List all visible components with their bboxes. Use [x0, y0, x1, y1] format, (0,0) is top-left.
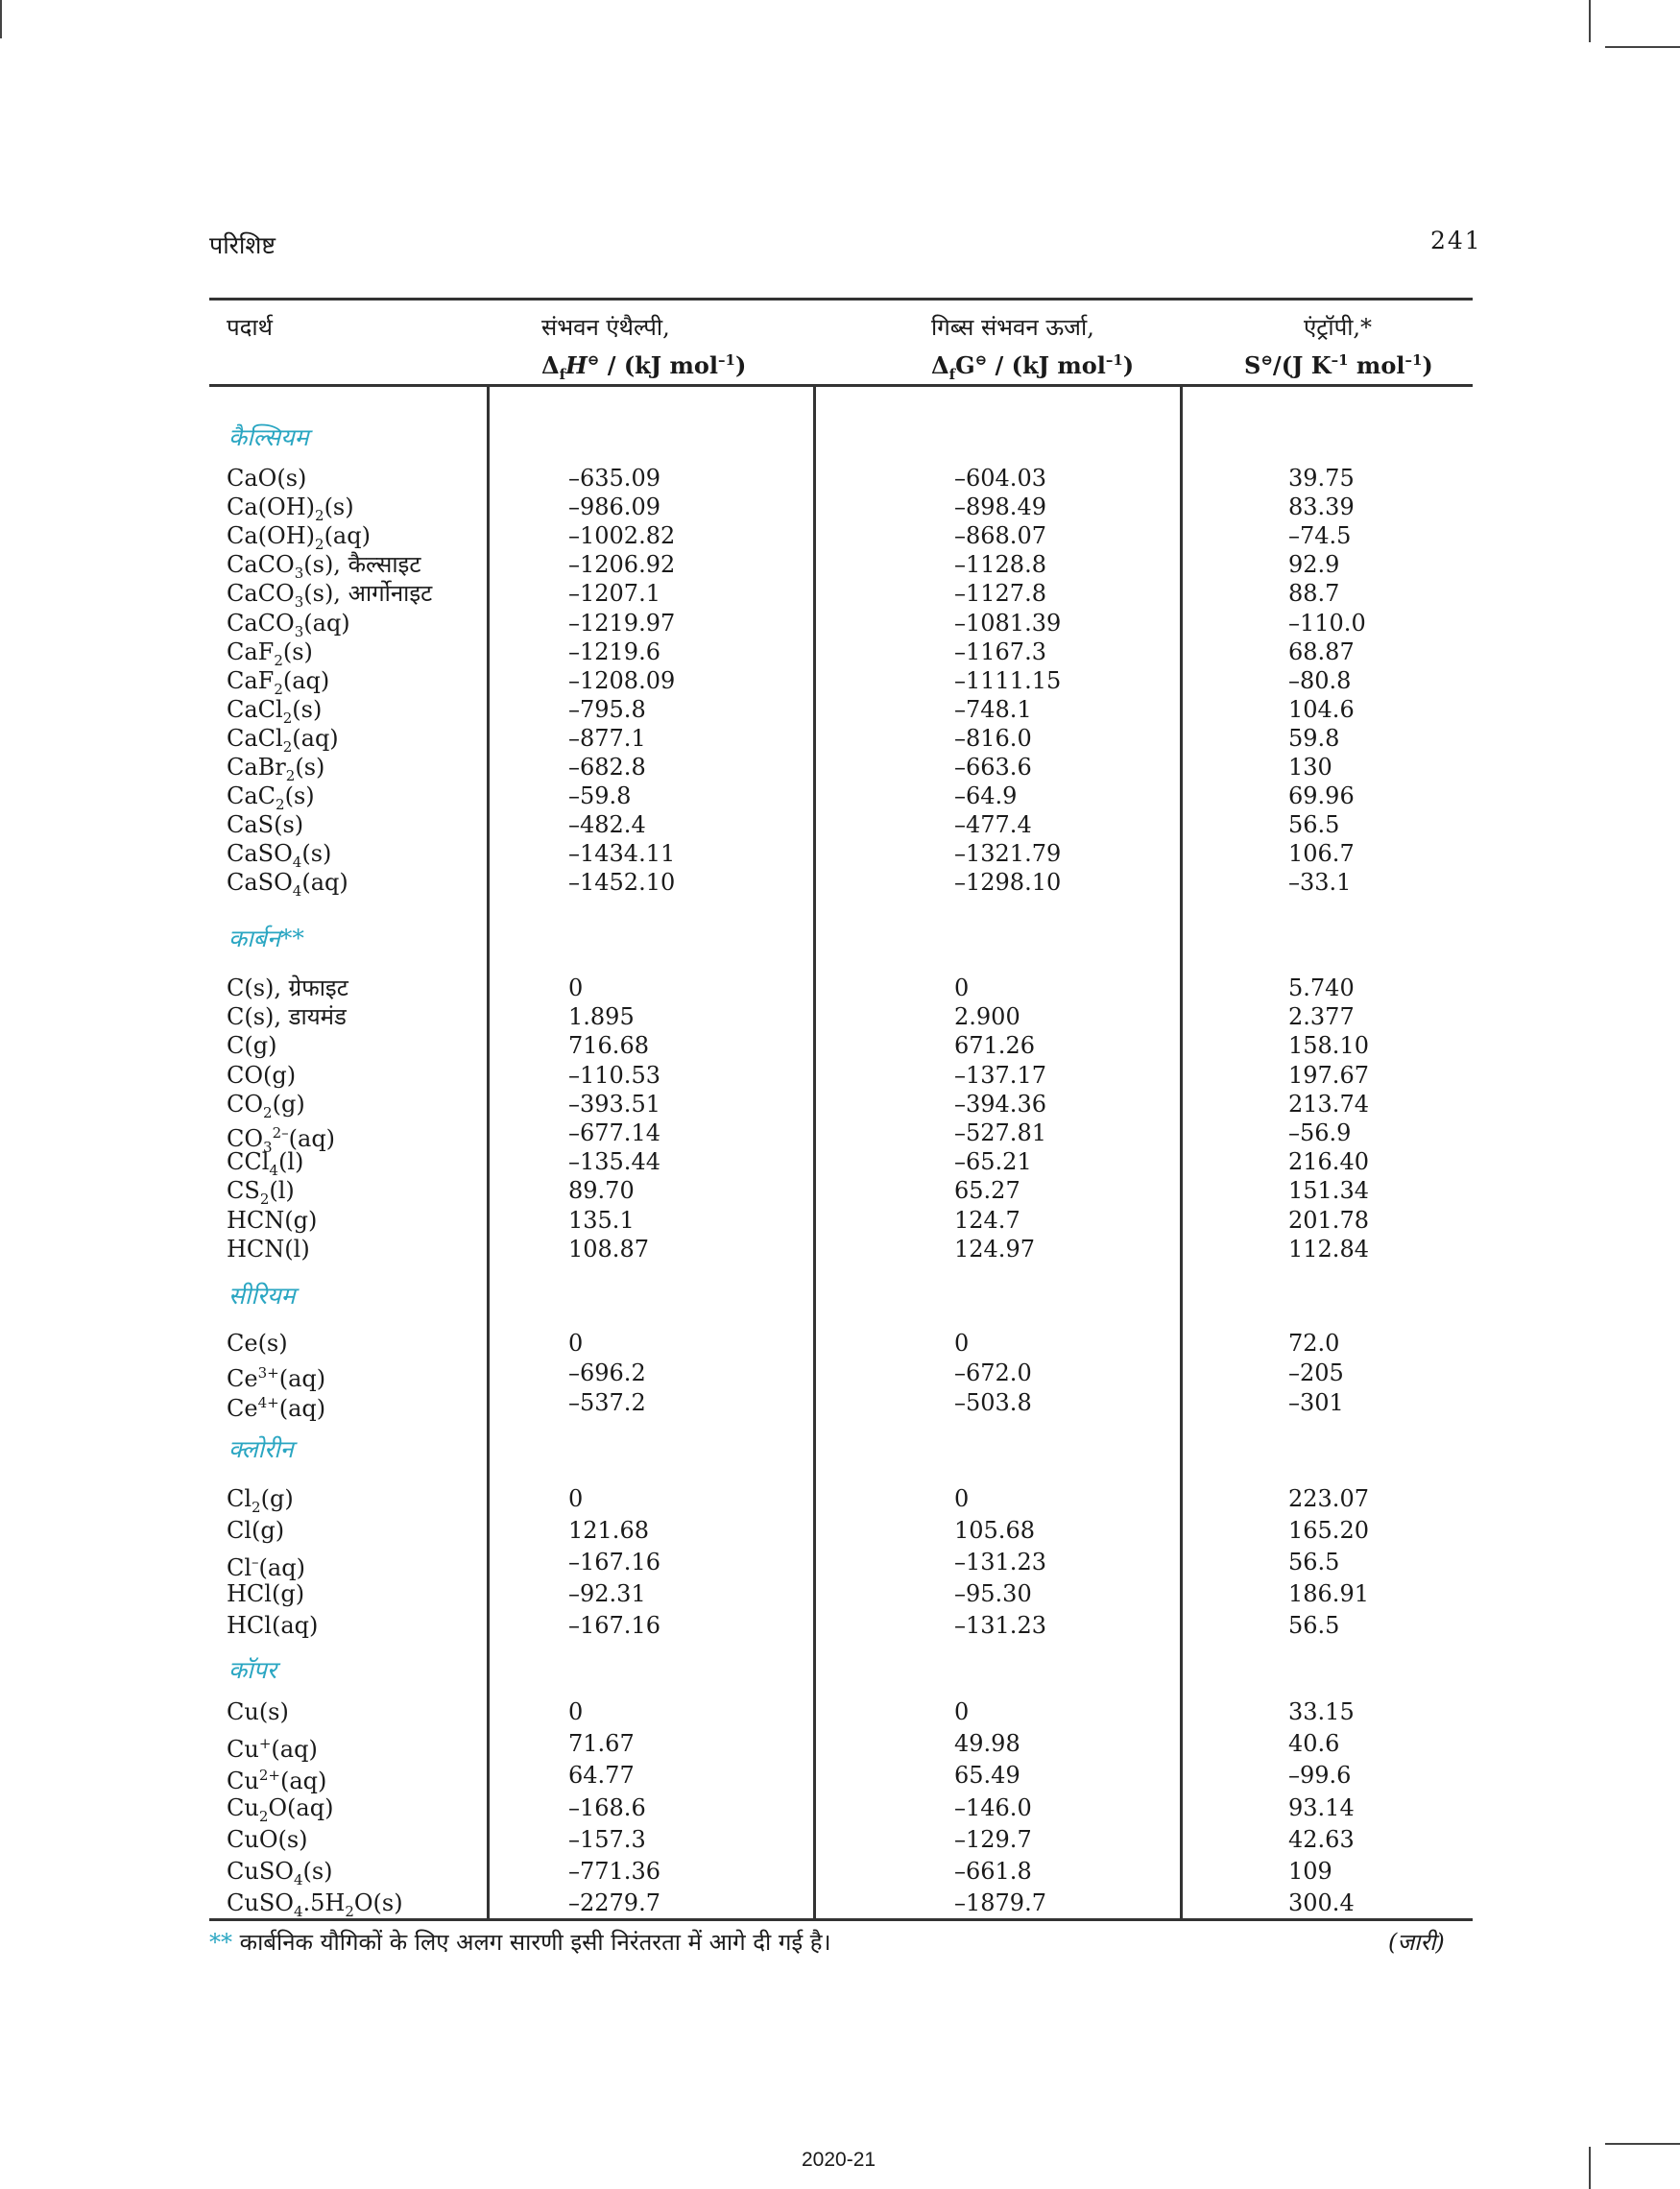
entropy-cell: 112.84 [1288, 1235, 1369, 1263]
table-row [0, 521, 1680, 553]
entropy-cell: 104.6 [1288, 695, 1355, 723]
table-row [0, 1793, 1680, 1825]
gibbs-cell: 0 [954, 1698, 970, 1725]
gibbs-cell: –477.4 [954, 811, 1032, 839]
enthalpy-cell: –110.53 [568, 1061, 660, 1089]
enthalpy-cell: 89.70 [568, 1177, 635, 1205]
entropy-cell: 165.20 [1288, 1517, 1369, 1544]
table-row [0, 868, 1680, 901]
entropy-cell: 92.9 [1288, 551, 1340, 579]
enthalpy-cell: –537.2 [568, 1389, 646, 1416]
entropy-cell: –56.9 [1288, 1119, 1352, 1146]
table-row [0, 1697, 1680, 1726]
substance-cell: $CuSO_4.5H_2O(s)$ [227, 1889, 403, 1920]
enthalpy-cell: –1452.10 [568, 869, 676, 897]
gibbs-cell: –503.8 [954, 1389, 1032, 1416]
substance-cell: $Ca(OH)_2(aq)$ [227, 522, 371, 553]
table-row [0, 609, 1680, 640]
crop-mark [1605, 2143, 1680, 2145]
category-heading: कॉपर [228, 1656, 277, 1684]
gibbs-cell: 671.26 [954, 1032, 1035, 1060]
enthalpy-cell: –1207.1 [568, 580, 660, 608]
substance-cell: CaSO$_4$(s) [227, 840, 332, 872]
gibbs-cell: 124.97 [954, 1235, 1035, 1263]
gibbs-cell: 0 [954, 974, 970, 1001]
table-top-rule [209, 298, 1473, 301]
gibbs-cell: 105.68 [954, 1517, 1035, 1544]
enthalpy-cell: –167.16 [568, 1612, 660, 1639]
substance-cell: CaCl$_2$(aq) [227, 724, 339, 756]
table-header-rule [209, 384, 1473, 387]
substance-cell: Ce(s) [227, 1330, 288, 1357]
entropy-cell: 151.34 [1288, 1177, 1369, 1205]
enthalpy-cell: 0 [568, 1330, 584, 1357]
substance-cell: CuO(s) [227, 1825, 308, 1853]
crop-mark [1589, 0, 1591, 42]
substance-cell: HCl(g) [227, 1580, 305, 1607]
substance-cell: Cu(s) [227, 1698, 289, 1725]
running-header: परिशिष्ट [209, 231, 276, 259]
enthalpy-cell: –482.4 [568, 811, 646, 839]
gibbs-cell: –661.8 [954, 1858, 1032, 1885]
crop-mark [0, 0, 2, 38]
table-row [0, 1031, 1680, 1060]
gibbs-cell: –604.03 [954, 465, 1046, 492]
gibbs-cell: –64.9 [954, 782, 1018, 810]
continued-label: (जारी) [1388, 1929, 1445, 1956]
enthalpy-cell: –677.14 [568, 1119, 660, 1146]
table-row [0, 753, 1680, 782]
gibbs-cell: 65.27 [954, 1177, 1020, 1205]
substance-cell: CaS(s) [227, 811, 304, 839]
table-row [0, 810, 1680, 839]
enthalpy-cell: –1219.97 [568, 609, 676, 637]
enthalpy-cell: 135.1 [568, 1206, 635, 1234]
enthalpy-cell: 0 [568, 974, 584, 1001]
gibbs-cell: –527.81 [954, 1119, 1046, 1146]
entropy-cell: 93.14 [1288, 1793, 1355, 1821]
header-gibbs [931, 311, 1134, 391]
table-row [0, 1761, 1680, 1795]
enthalpy-cell: –696.2 [568, 1359, 646, 1386]
table-row [0, 1061, 1680, 1090]
enthalpy-cell: 108.87 [568, 1235, 649, 1263]
gibbs-cell: –748.1 [954, 695, 1032, 723]
gibbs-cell: 65.49 [954, 1762, 1020, 1790]
substance-cell: $Cl_2(g)$ [227, 1485, 294, 1516]
table-row [0, 1548, 1680, 1581]
enthalpy-cell: 71.67 [568, 1730, 635, 1758]
substance-cell: Cl(g) [227, 1517, 285, 1544]
table-row [0, 1825, 1680, 1854]
substance-cell: $Cu_2O(aq)$ [227, 1793, 334, 1825]
substance-cell: $Cu^{2+}(aq)$ [227, 1767, 327, 1795]
enthalpy-cell: –1206.92 [568, 551, 676, 579]
gibbs-cell: –898.49 [954, 493, 1046, 521]
table-row [0, 1206, 1680, 1235]
substance-cell: $CS_2(l)$ [227, 1177, 295, 1209]
entropy-cell: 56.5 [1288, 1549, 1340, 1576]
enthalpy-cell: –1208.09 [568, 666, 676, 694]
gibbs-cell: 2.900 [954, 1003, 1020, 1031]
entropy-cell: –99.6 [1288, 1762, 1352, 1790]
header-entropy-unit: S⊖/(J $K^{-1}$ mol$^{-1}$) [1244, 351, 1433, 379]
substance-cell: Cu+(aq) [227, 1735, 318, 1764]
footer-year: 2020-21 [802, 2149, 876, 2171]
entropy-cell: –80.8 [1288, 666, 1352, 694]
substance-cell: Cl–(aq) [227, 1553, 305, 1581]
entropy-cell: 33.15 [1288, 1698, 1355, 1725]
enthalpy-cell: –92.31 [568, 1580, 646, 1607]
enthalpy-cell: 121.68 [568, 1517, 649, 1544]
entropy-cell: 197.67 [1288, 1061, 1369, 1089]
entropy-cell: 130 [1288, 754, 1332, 781]
entropy-cell: 42.63 [1288, 1825, 1355, 1853]
gibbs-cell: –1111.15 [954, 666, 1062, 694]
substance-cell: CO(g) [227, 1061, 297, 1089]
substance-cell: CaO(s) [227, 465, 307, 492]
header-enthalpy-label: संभवन एंथैल्पी, [541, 314, 670, 341]
enthalpy-cell: –168.6 [568, 1793, 646, 1821]
entropy-cell: 69.96 [1288, 782, 1355, 810]
gibbs-cell: –1321.79 [954, 840, 1062, 868]
substance-cell: CaCO$_3$(s), आर्गोनाइट [227, 580, 433, 612]
category-heading: कार्बन** [228, 925, 304, 952]
header-substance-label: पदार्थ [227, 314, 273, 341]
entropy-cell: 216.40 [1288, 1148, 1369, 1176]
gibbs-cell: –1167.3 [954, 637, 1046, 665]
category-heading: सीरियम [228, 1282, 296, 1310]
entropy-cell: 201.78 [1288, 1206, 1369, 1234]
gibbs-cell: –663.6 [954, 754, 1032, 781]
header-gibbs-label: गिब्स संभवन ऊर्जा, [931, 314, 1094, 341]
entropy-cell: –74.5 [1288, 522, 1352, 550]
substance-cell: CuSO$_4$(s) [227, 1858, 333, 1888]
gibbs-cell: –868.07 [954, 522, 1046, 550]
table-row [0, 637, 1680, 669]
table-row [0, 1119, 1680, 1156]
table-row [0, 724, 1680, 756]
table-row [0, 550, 1680, 583]
table-row [0, 1176, 1680, 1209]
substance-cell: CaCO$_3$(s), कैल्साइट [227, 551, 421, 583]
table-row [0, 695, 1680, 727]
entropy-cell: 106.7 [1288, 840, 1355, 868]
footnote-marker: ** [209, 1929, 232, 1956]
entropy-cell: 109 [1288, 1858, 1332, 1885]
substance-cell: C(s), ग्रेफाइट [227, 974, 348, 1001]
enthalpy-cell: –135.44 [568, 1148, 660, 1176]
substance-cell: CaCO$_3$(aq) [227, 609, 350, 640]
substance-cell: CaBr$_2$(s) [227, 754, 325, 784]
substance-cell: $Ca(OH)_2(s)$ [227, 493, 354, 524]
enthalpy-cell: –1002.82 [568, 522, 676, 550]
table-row [0, 782, 1680, 813]
gibbs-cell: 124.7 [954, 1206, 1020, 1234]
entropy-cell: 5.740 [1288, 974, 1355, 1001]
gibbs-cell: –65.21 [954, 1148, 1032, 1176]
enthalpy-cell: –1219.6 [568, 637, 660, 665]
table-row [0, 1857, 1680, 1886]
gibbs-cell: –131.23 [954, 1549, 1046, 1576]
entropy-cell: –110.0 [1288, 609, 1366, 637]
gibbs-cell: –131.23 [954, 1612, 1046, 1639]
enthalpy-cell: –771.36 [568, 1858, 660, 1885]
table-row [0, 974, 1680, 1002]
enthalpy-cell: –682.8 [568, 754, 646, 781]
enthalpy-cell: 0 [568, 1698, 584, 1725]
gibbs-cell: –1298.10 [954, 869, 1062, 897]
category-heading: क्लोरीन [228, 1435, 294, 1463]
enthalpy-cell: –2279.7 [568, 1889, 660, 1917]
table-row [0, 1729, 1680, 1764]
header-enthalpy [541, 311, 746, 391]
table-row [0, 1147, 1680, 1179]
table-row [0, 1579, 1680, 1608]
entropy-cell: 88.7 [1288, 580, 1340, 608]
entropy-cell: 56.5 [1288, 811, 1340, 839]
enthalpy-cell: –795.8 [568, 695, 646, 723]
enthalpy-cell: –59.8 [568, 782, 632, 810]
enthalpy-cell: 1.895 [568, 1003, 635, 1031]
substance-cell: C(g) [227, 1032, 277, 1060]
gibbs-cell: –394.36 [954, 1090, 1046, 1118]
header-entropy-label: एंट्रॉपी,* [1304, 314, 1373, 341]
entropy-cell: 2.377 [1288, 1003, 1355, 1031]
enthalpy-cell: 64.77 [568, 1762, 635, 1790]
substance-cell: CCl$_4$(l) [227, 1148, 304, 1179]
gibbs-cell: –137.17 [954, 1061, 1046, 1089]
gibbs-cell: 0 [954, 1485, 970, 1512]
enthalpy-cell: 716.68 [568, 1032, 649, 1060]
enthalpy-cell: –1434.11 [568, 840, 676, 868]
gibbs-cell: 0 [954, 1330, 970, 1357]
gibbs-cell: –146.0 [954, 1793, 1032, 1821]
substance-cell: CaCl$_2$(s) [227, 695, 323, 727]
entropy-cell: –33.1 [1288, 869, 1352, 897]
footnote-text: कार्बनिक यौगिकों के लिए अलग सारणी इसी निरंतरता में आगे दी गई है। [239, 1929, 831, 1956]
table-row [0, 1329, 1680, 1358]
substance-cell: C(s), डायमंड [227, 1003, 347, 1031]
entropy-cell: 83.39 [1288, 493, 1355, 521]
entropy-cell: –301 [1288, 1389, 1344, 1416]
table-row [0, 1359, 1680, 1392]
table-row [0, 1516, 1680, 1545]
entropy-cell: 56.5 [1288, 1612, 1340, 1639]
header-entropy [1244, 311, 1433, 382]
entropy-cell: 213.74 [1288, 1090, 1369, 1118]
table-row [0, 666, 1680, 698]
entropy-cell: 186.91 [1288, 1580, 1369, 1607]
crop-mark [1589, 2147, 1591, 2189]
header-gibbs-unit: $\Delta_fG^⊖ / (kJ$ mol$^{-1}$) [931, 351, 1135, 383]
enthalpy-cell: –986.09 [568, 493, 660, 521]
substance-cell: $CO_3^{2-}(aq)$ [227, 1124, 336, 1156]
footnote [209, 1926, 831, 1958]
substance-cell: $CO_2(g)$ [227, 1090, 305, 1121]
table-row [0, 1888, 1680, 1920]
gibbs-cell: –1081.39 [954, 609, 1062, 637]
table-row [0, 1002, 1680, 1031]
substance-cell: CaSO$_4$(aq) [227, 869, 348, 901]
page-number: 241 [1430, 227, 1482, 254]
table-row [0, 839, 1680, 872]
enthalpy-cell: –167.16 [568, 1549, 660, 1576]
header-substance [227, 311, 273, 344]
substance-cell: CaF$_2$(aq) [227, 666, 330, 698]
gibbs-cell: –1127.8 [954, 580, 1046, 608]
table-row [0, 1611, 1680, 1640]
substance-cell: $Ce^{3+}(aq)$ [227, 1364, 326, 1392]
enthalpy-cell: –635.09 [568, 465, 660, 492]
gibbs-cell: –816.0 [954, 724, 1032, 752]
entropy-cell: 40.6 [1288, 1730, 1340, 1758]
table-row [0, 1235, 1680, 1263]
entropy-cell: 39.75 [1288, 465, 1355, 492]
substance-cell: CaC$_2$(s) [227, 782, 315, 813]
gibbs-cell: –95.30 [954, 1580, 1032, 1607]
entropy-cell: 158.10 [1288, 1032, 1369, 1060]
enthalpy-cell: 0 [568, 1485, 584, 1512]
entropy-cell: 223.07 [1288, 1485, 1369, 1512]
substance-cell: HCN(g) [227, 1206, 318, 1234]
substance-cell: $Ce^{4+}(aq)$ [227, 1394, 326, 1422]
table-row [0, 1388, 1680, 1422]
table-row [0, 493, 1680, 524]
table-row [0, 464, 1680, 493]
header-enthalpy-unit: $\Delta_fH^⊖ / (kJ$ mol$^{-1}$) [541, 351, 747, 383]
substance-cell: HCl(aq) [227, 1612, 319, 1639]
substance-cell: HCN(l) [227, 1235, 310, 1263]
gibbs-cell: 49.98 [954, 1730, 1020, 1758]
gibbs-cell: –1879.7 [954, 1889, 1046, 1917]
crop-mark [1605, 46, 1680, 48]
entropy-cell: 72.0 [1288, 1330, 1340, 1357]
enthalpy-cell: –157.3 [568, 1825, 646, 1853]
category-heading: कैल्सियम [228, 423, 309, 451]
entropy-cell: 59.8 [1288, 724, 1340, 752]
entropy-cell: –205 [1288, 1359, 1344, 1386]
table-row [0, 579, 1680, 612]
gibbs-cell: –672.0 [954, 1359, 1032, 1386]
substance-cell: CaF$_2$(s) [227, 637, 313, 669]
entropy-cell: 68.87 [1288, 637, 1355, 665]
enthalpy-cell: –877.1 [568, 724, 646, 752]
gibbs-cell: –129.7 [954, 1825, 1032, 1853]
table-row [0, 1484, 1680, 1516]
table-row [0, 1090, 1680, 1119]
gibbs-cell: –1128.8 [954, 551, 1046, 579]
enthalpy-cell: –393.51 [568, 1090, 660, 1118]
entropy-cell: 300.4 [1288, 1889, 1355, 1917]
